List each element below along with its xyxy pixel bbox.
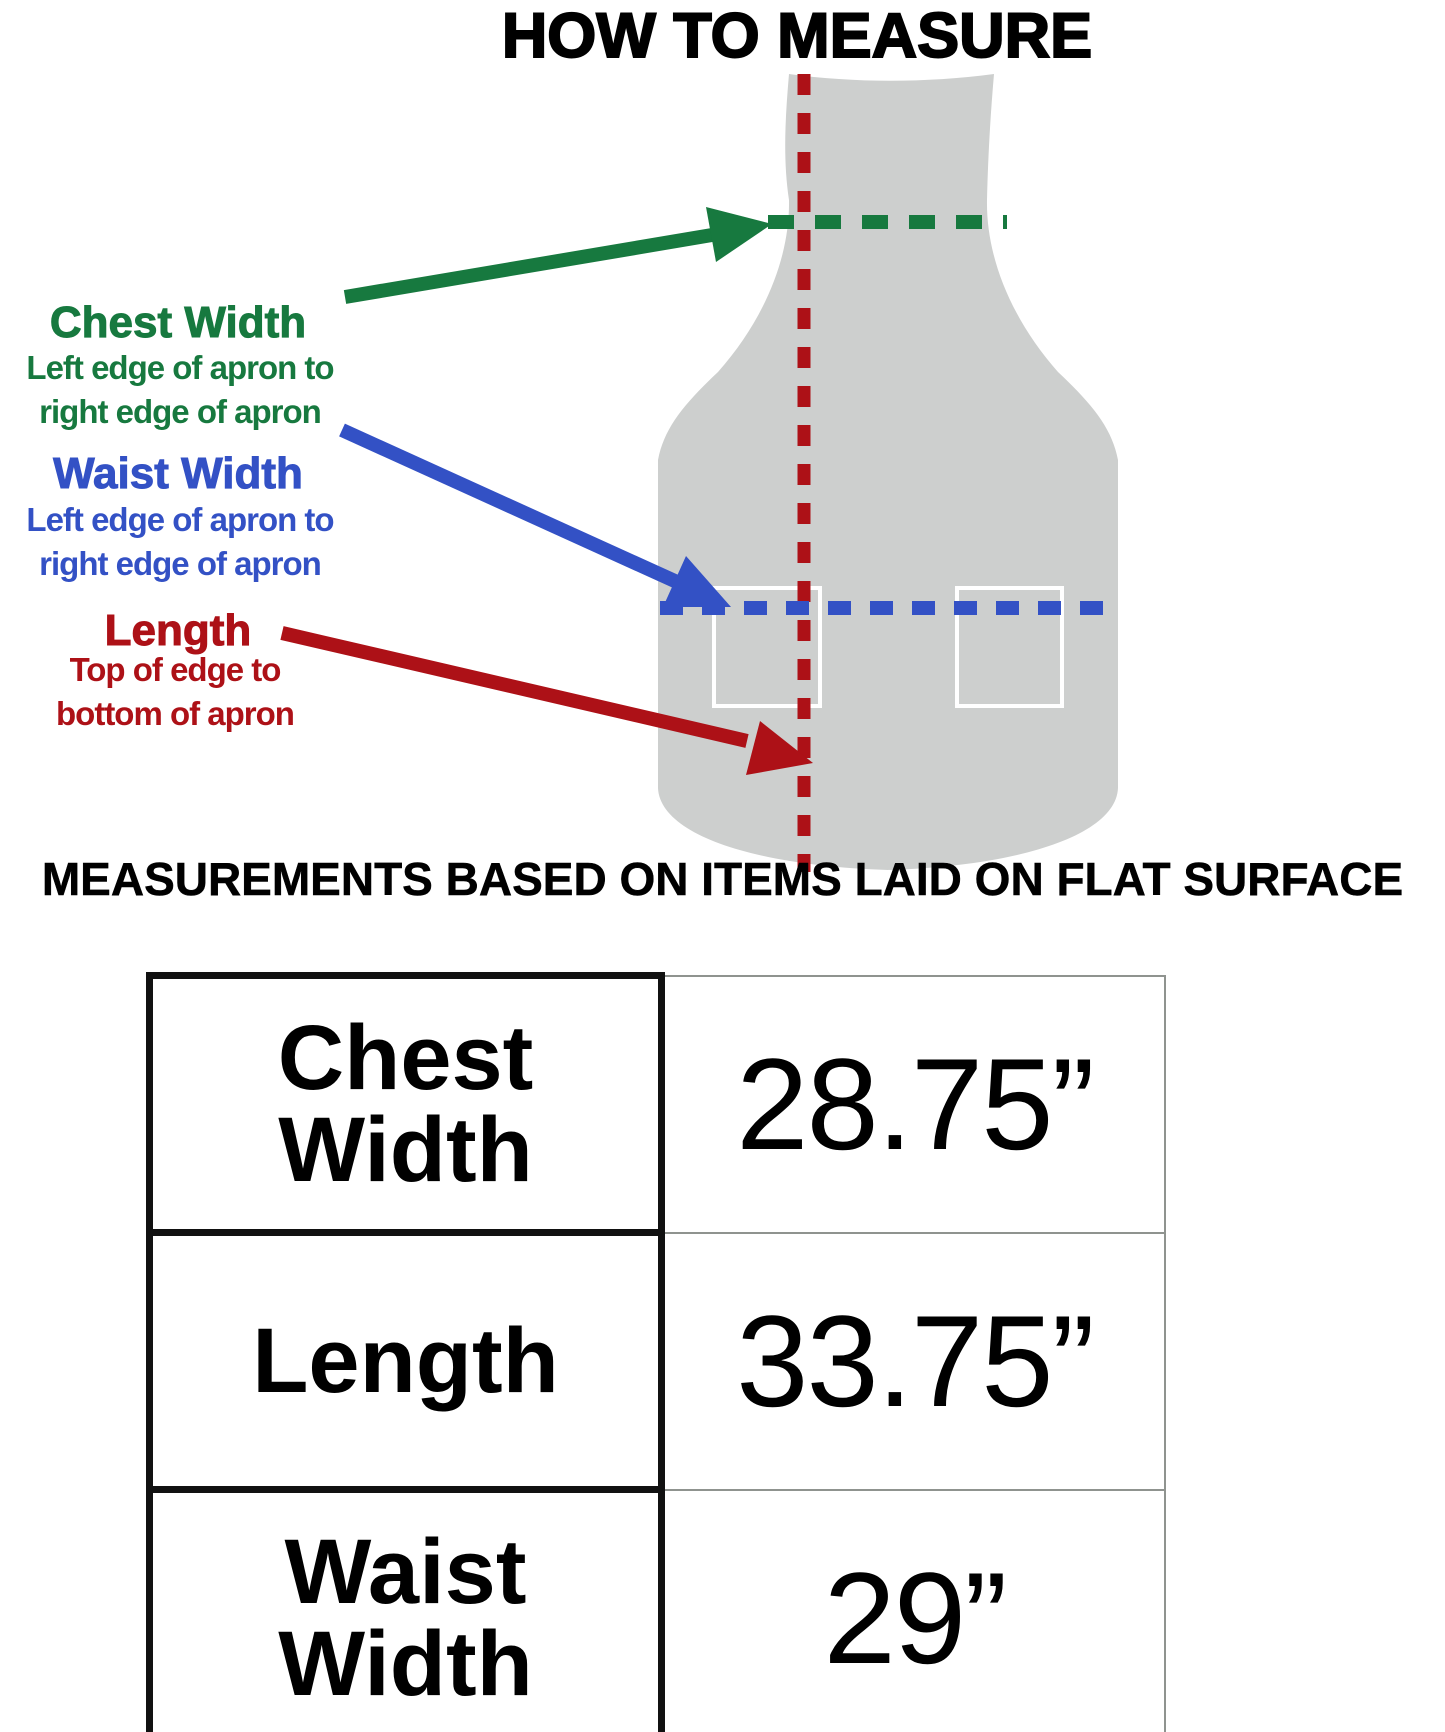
chest-width-label: Chest Width [49, 298, 307, 347]
length-description [0, 648, 350, 736]
row-value-chest-width: 28.75” [662, 976, 1166, 1233]
row-value-waist-width: 29” [662, 1490, 1166, 1732]
row-value-length: 33.75” [662, 1233, 1166, 1490]
length-label: Length [104, 606, 252, 655]
waist-width-desc-line2: right edge of apron [39, 545, 321, 582]
length-desc-line1: Top of edge to [69, 651, 281, 688]
measurements-table [146, 972, 1166, 1732]
table-row [150, 1233, 1166, 1490]
length-desc-line2: bottom of apron [56, 695, 294, 732]
chest-arrow [345, 207, 772, 297]
table-row [150, 1490, 1166, 1732]
row-label-chest-width: Chest Width [150, 976, 662, 1233]
row-label-waist-width: Waist Width [150, 1490, 662, 1732]
waist-width-description [0, 498, 370, 586]
flat-surface-note: MEASUREMENTS BASED ON ITEMS LAID ON FLAT SURFACE [41, 853, 1404, 905]
waist-width-label: Waist Width [53, 449, 303, 498]
apron-shape [658, 74, 1118, 870]
chest-width-desc-line1: Left edge of apron to [26, 349, 334, 386]
row-label-length: Length [150, 1233, 662, 1490]
table-row [150, 976, 1166, 1233]
chest-width-description [0, 346, 370, 434]
page-title: HOW TO MEASURE [501, 1, 1093, 71]
chest-width-desc-line2: right edge of apron [39, 393, 321, 430]
waist-width-desc-line1: Left edge of apron to [26, 501, 334, 538]
